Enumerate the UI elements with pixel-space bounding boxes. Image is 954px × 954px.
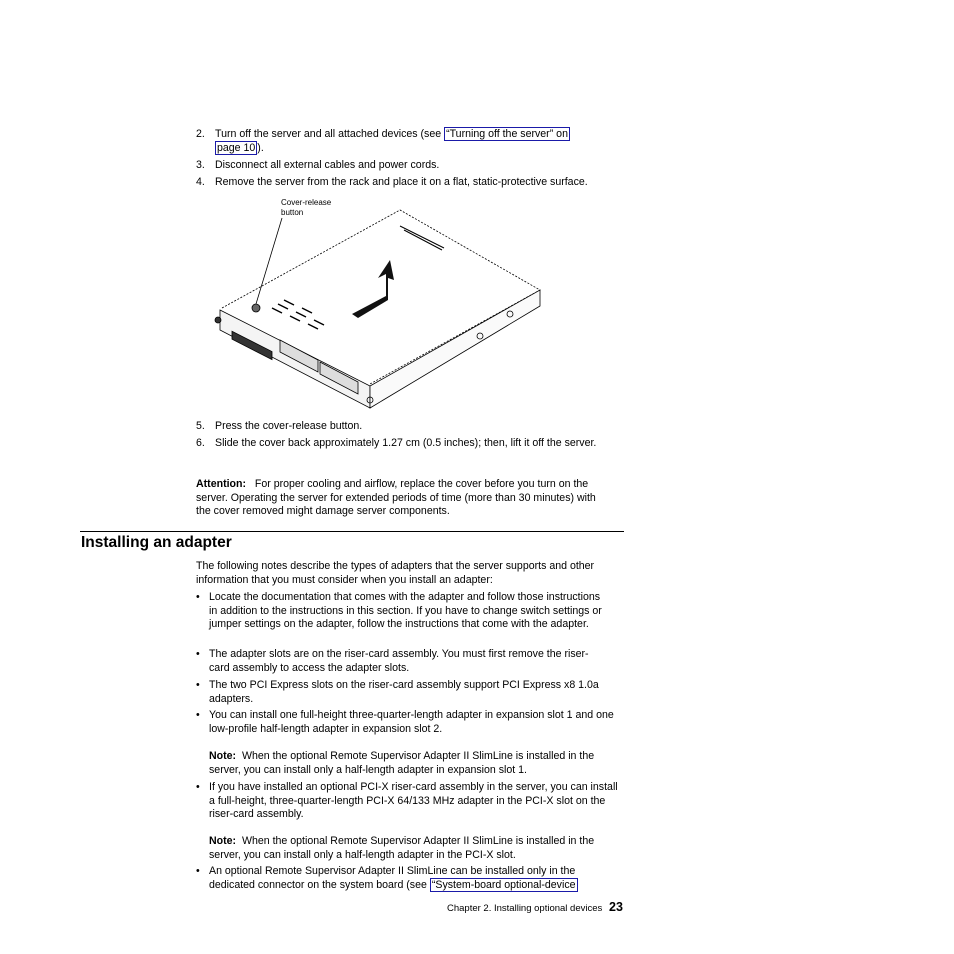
note-text: When the optional Remote Supervisor Adapter II SlimLine is installed in the server, you can install only a half-length adapter in the PCI-X slot.: [209, 835, 595, 861]
section-divider: [80, 531, 624, 532]
note-block: [209, 835, 614, 862]
step-number: 3.: [196, 159, 205, 171]
attention-block: [196, 478, 612, 519]
step-4: [196, 176, 626, 190]
bullet-item: [196, 865, 616, 892]
bullet-text: You can install one full-height three-quarter-length adapter in expansion slot 1 and one low-profile half-length adapter in expansion slot 2.: [209, 709, 614, 735]
step-text: Press the cover-release button.: [215, 420, 363, 432]
callout-leader-line: [256, 218, 282, 304]
step-text-end: ).: [257, 141, 264, 154]
bullet-text: Locate the documentation that comes with the adapter and follow those instructions in addition to the instructions in this section. If you have to change switch settings or jumper settings on the adapter, follow the instructions that come with the adapter.: [209, 591, 602, 631]
step-6: [196, 437, 616, 451]
step-text: Slide the cover back approximately 1.27 cm (0.5 inches); then, lift it off the server.: [215, 437, 597, 449]
section-intro: The following notes describe the types of adapters that the server supports and other information that you must consider when you install an adapter:: [196, 560, 595, 586]
bullet-item: [196, 648, 601, 675]
cover-label: [400, 226, 444, 250]
bullet-item: [196, 591, 611, 632]
rack-handle: [215, 317, 221, 323]
cover-release-button: [252, 304, 260, 312]
bullet-text: The adapter slots are on the riser-card assembly. You must first remove the riser-card assembly to access the adapter slots.: [209, 648, 589, 674]
vent-slots: [272, 300, 324, 329]
note-label: Note:: [209, 750, 237, 762]
bullet-icon: •: [196, 648, 200, 660]
bullet-text: An optional Remote Supervisor Adapter II SlimLine can be installed only in the dedicated connector on the system board (see: [209, 865, 576, 891]
bullet-item: [196, 679, 626, 706]
bullet-icon: •: [196, 865, 200, 877]
bullet-icon: •: [196, 591, 200, 603]
attention-label: Attention:: [196, 478, 247, 490]
side-panel: [370, 290, 540, 408]
bullet-icon: •: [196, 709, 200, 721]
step-number: 6.: [196, 437, 205, 449]
bullet-text: The two PCI Express slots on the riser-card assembly support PCI Express x8 1.0a adapters.: [209, 679, 599, 705]
note-text: When the optional Remote Supervisor Adapter II SlimLine is installed in the server, you can install only a half-length adapter in expansion slot 1.: [209, 750, 595, 776]
bullet-icon: •: [196, 781, 200, 793]
turning-off-server-link[interactable]: “Turning off the server” on: [446, 128, 568, 140]
bullet-item: [196, 781, 626, 822]
callout-line: button: [281, 208, 304, 217]
step-text: Remove the server from the rack and place it on a flat, static-protective surface.: [215, 176, 588, 188]
section-heading: Installing an adapter: [81, 534, 232, 551]
step-3: [196, 159, 626, 173]
page-10-link[interactable]: page 10: [217, 141, 256, 154]
bullet-icon: •: [196, 679, 200, 691]
system-board-optional-device-link[interactable]: “System-board optional-device: [431, 878, 576, 891]
step-number: 2.: [196, 128, 205, 140]
step-text: Disconnect all external cables and power cords.: [215, 159, 440, 171]
step-number: 4.: [196, 176, 205, 188]
bullet-item: [196, 709, 616, 736]
step-2: [196, 128, 626, 155]
step-number: 5.: [196, 420, 205, 432]
step-5: [196, 420, 626, 434]
attention-text: For proper cooling and airflow, replace the cover before you turn on the server. Operating the server for extended periods of time (more than 30 minutes) with the cover removed might damage server components.: [196, 478, 596, 518]
note-block: [209, 750, 614, 777]
slide-arrow-icon: [352, 260, 394, 318]
step-text: Turn off the server and all attached devices (see: [215, 128, 445, 140]
bullet-text: If you have installed an optional PCI-X riser-card assembly in the server, you can install a full-height, three-quarter-length PCI-X 64/133 MHz adapter in the PCI-X slot on the riser-card assembly.: [209, 781, 618, 821]
page-number: 23: [609, 900, 623, 914]
note-label: Note:: [209, 835, 237, 847]
footer-chapter: Chapter 2. Installing optional devices: [447, 903, 603, 914]
callout-line: Cover-release: [281, 198, 332, 207]
server-cover-illustration: [210, 196, 550, 414]
